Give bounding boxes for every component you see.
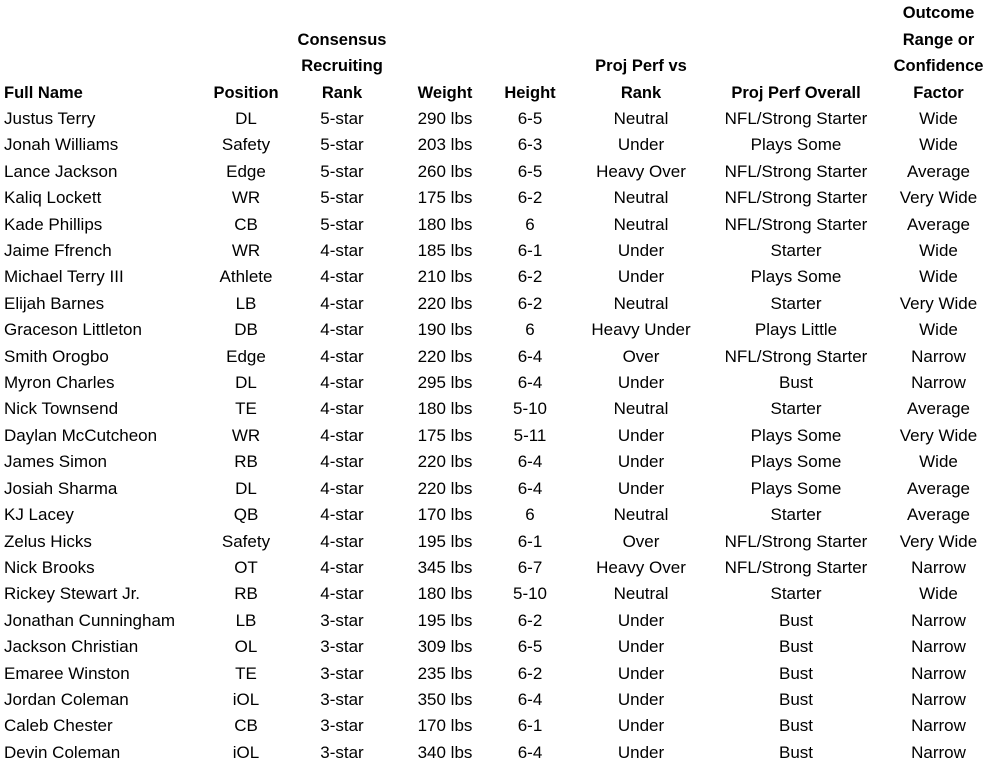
cell-proj-perf-vs-rank: Neutral bbox=[613, 505, 669, 525]
table-row bbox=[0, 713, 1000, 739]
cell-proj-perf-overall: Bust bbox=[778, 610, 814, 630]
header-weight: Weight bbox=[417, 83, 473, 102]
cell-height: 6-4 bbox=[517, 452, 543, 472]
cell-outcome-range: Wide bbox=[919, 267, 958, 287]
cell-weight: 295 lbs bbox=[417, 373, 473, 393]
cell-proj-perf-overall: Starter bbox=[770, 399, 822, 419]
cell-full-name: KJ Lacey bbox=[4, 505, 74, 525]
cell-proj-perf-vs-rank: Under bbox=[617, 663, 665, 683]
cell-rank: 3-star bbox=[320, 716, 364, 736]
cell-proj-perf-overall: Plays Some bbox=[750, 267, 842, 287]
cell-full-name: Rickey Stewart Jr. bbox=[4, 584, 141, 604]
table-row bbox=[0, 687, 1000, 713]
table-row bbox=[0, 132, 1000, 158]
cell-outcome-range: Very Wide bbox=[899, 425, 978, 445]
cell-position: RB bbox=[234, 584, 258, 604]
cell-proj-perf-overall: NFL/Strong Starter bbox=[724, 109, 868, 128]
cell-proj-perf-overall: Plays Some bbox=[750, 452, 842, 472]
cell-full-name: Elijah Barnes bbox=[4, 293, 105, 313]
cell-outcome-range: Average bbox=[906, 161, 970, 181]
cell-position: Edge bbox=[226, 346, 266, 366]
cell-full-name: Graceson Littleton bbox=[4, 320, 142, 340]
cell-proj-perf-vs-rank: Neutral bbox=[613, 584, 669, 604]
header-outcome-range: Outcome Range or Confidence Factor bbox=[893, 4, 984, 102]
cell-full-name: Nick Brooks bbox=[4, 557, 95, 577]
cell-position: Safety bbox=[221, 531, 271, 551]
cell-weight: 350 lbs bbox=[417, 689, 473, 709]
cell-full-name: Kaliq Lockett bbox=[4, 188, 102, 208]
cell-proj-perf-vs-rank: Under bbox=[617, 716, 665, 736]
cell-rank: 4-star bbox=[320, 557, 364, 577]
cell-outcome-range: Wide bbox=[919, 109, 958, 128]
cell-weight: 345 lbs bbox=[417, 557, 473, 577]
cell-weight: 170 lbs bbox=[417, 716, 473, 736]
table-row bbox=[0, 740, 1000, 766]
cell-proj-perf-overall: NFL/Strong Starter bbox=[724, 557, 868, 577]
cell-proj-perf-vs-rank: Heavy Over bbox=[596, 161, 686, 181]
cell-weight: 180 lbs bbox=[417, 214, 473, 234]
cell-rank: 3-star bbox=[320, 663, 364, 683]
header-row bbox=[0, 0, 1000, 106]
cell-outcome-range: Narrow bbox=[911, 557, 966, 577]
cell-full-name: Lance Jackson bbox=[4, 161, 118, 181]
cell-full-name: Justus Terry bbox=[4, 109, 96, 128]
cell-outcome-range: Very Wide bbox=[899, 531, 978, 551]
cell-proj-perf-vs-rank: Under bbox=[617, 425, 665, 445]
cell-full-name: Myron Charles bbox=[4, 373, 115, 393]
cell-height: 6-5 bbox=[517, 161, 543, 181]
cell-weight: 180 lbs bbox=[417, 584, 473, 604]
cell-weight: 190 lbs bbox=[417, 320, 473, 340]
cell-outcome-range: Average bbox=[906, 214, 970, 234]
header-proj-perf-overall: Proj Perf Overall bbox=[731, 83, 861, 102]
cell-outcome-range: Narrow bbox=[911, 373, 966, 393]
cell-height: 6-2 bbox=[517, 188, 543, 208]
cell-position: WR bbox=[231, 188, 261, 208]
cell-height: 6-2 bbox=[517, 293, 543, 313]
cell-position: DB bbox=[234, 320, 258, 340]
cell-weight: 220 lbs bbox=[417, 478, 473, 498]
table-row bbox=[0, 212, 1000, 238]
cell-proj-perf-vs-rank: Under bbox=[617, 689, 665, 709]
cell-height: 6 bbox=[525, 320, 535, 340]
cell-rank: 4-star bbox=[320, 241, 364, 261]
cell-rank: 4-star bbox=[320, 267, 364, 287]
cell-full-name: Jaime Ffrench bbox=[4, 241, 112, 261]
cell-proj-perf-vs-rank: Under bbox=[617, 241, 665, 261]
header-consensus-rank: Consensus Recruiting Rank bbox=[297, 30, 387, 102]
cell-height: 6-7 bbox=[517, 557, 543, 577]
cell-full-name: Jonah Williams bbox=[4, 135, 119, 155]
cell-outcome-range: Narrow bbox=[911, 663, 966, 683]
table-row bbox=[0, 344, 1000, 370]
cell-height: 6-4 bbox=[517, 373, 543, 393]
table-row bbox=[0, 370, 1000, 396]
cell-rank: 5-star bbox=[320, 214, 364, 234]
cell-height: 6-1 bbox=[517, 716, 543, 736]
cell-position: LB bbox=[235, 610, 257, 630]
header-full-name: Full Name bbox=[4, 83, 83, 102]
cell-rank: 4-star bbox=[320, 505, 364, 525]
cell-height: 5-11 bbox=[513, 425, 547, 445]
cell-full-name: Josiah Sharma bbox=[4, 478, 118, 498]
cell-proj-perf-vs-rank: Under bbox=[617, 742, 665, 762]
cell-height: 6-4 bbox=[517, 689, 543, 709]
cell-proj-perf-overall: Starter bbox=[770, 584, 822, 604]
cell-proj-perf-overall: Plays Some bbox=[750, 135, 842, 155]
cell-outcome-range: Narrow bbox=[911, 637, 966, 657]
cell-proj-perf-overall: NFL/Strong Starter bbox=[724, 531, 868, 551]
cell-weight: 170 lbs bbox=[417, 505, 473, 525]
cell-rank: 4-star bbox=[320, 293, 364, 313]
cell-outcome-range: Average bbox=[906, 478, 970, 498]
cell-height: 6 bbox=[525, 214, 535, 234]
cell-proj-perf-overall: Bust bbox=[778, 716, 814, 736]
cell-rank: 4-star bbox=[320, 399, 364, 419]
cell-outcome-range: Very Wide bbox=[899, 293, 978, 313]
cell-position: Edge bbox=[226, 161, 266, 181]
cell-position: OT bbox=[234, 557, 258, 577]
cell-position: DL bbox=[235, 373, 257, 393]
cell-height: 6-3 bbox=[517, 135, 543, 155]
cell-position: OL bbox=[234, 637, 258, 657]
table-row bbox=[0, 423, 1000, 449]
cell-position: Safety bbox=[221, 135, 271, 155]
cell-full-name: Smith Orogbo bbox=[4, 346, 109, 366]
cell-weight: 290 lbs bbox=[417, 109, 473, 128]
cell-full-name: Kade Phillips bbox=[4, 214, 103, 234]
cell-proj-perf-overall: Starter bbox=[770, 241, 822, 261]
cell-outcome-range: Narrow bbox=[911, 610, 966, 630]
cell-weight: 180 lbs bbox=[417, 399, 473, 419]
cell-weight: 195 lbs bbox=[417, 610, 473, 630]
cell-height: 6-2 bbox=[517, 267, 543, 287]
table-row bbox=[0, 106, 1000, 132]
cell-weight: 175 lbs bbox=[417, 188, 473, 208]
cell-rank: 4-star bbox=[320, 425, 364, 445]
table-row bbox=[0, 502, 1000, 528]
cell-proj-perf-overall: Plays Some bbox=[750, 478, 842, 498]
cell-height: 6-1 bbox=[517, 241, 543, 261]
table-row bbox=[0, 529, 1000, 555]
cell-proj-perf-vs-rank: Neutral bbox=[613, 399, 669, 419]
cell-proj-perf-overall: Bust bbox=[778, 663, 814, 683]
cell-full-name: Jordan Coleman bbox=[4, 689, 129, 709]
cell-rank: 5-star bbox=[320, 161, 364, 181]
cell-proj-perf-vs-rank: Neutral bbox=[613, 188, 669, 208]
cell-proj-perf-overall: Starter bbox=[770, 505, 822, 525]
cell-weight: 309 lbs bbox=[417, 637, 473, 657]
cell-proj-perf-vs-rank: Heavy Under bbox=[591, 320, 691, 340]
cell-outcome-range: Wide bbox=[919, 241, 958, 261]
cell-proj-perf-overall: Bust bbox=[778, 637, 814, 657]
table-row bbox=[0, 185, 1000, 211]
table-body bbox=[0, 106, 1000, 766]
cell-proj-perf-overall: Bust bbox=[778, 689, 814, 709]
cell-proj-perf-overall: Bust bbox=[778, 742, 814, 762]
cell-proj-perf-overall: Starter bbox=[770, 293, 822, 313]
table-row bbox=[0, 264, 1000, 290]
table-row bbox=[0, 634, 1000, 660]
header-height: Height bbox=[504, 83, 556, 102]
cell-full-name: Jackson Christian bbox=[4, 637, 139, 657]
cell-outcome-range: Narrow bbox=[911, 716, 966, 736]
cell-full-name: Caleb Chester bbox=[4, 716, 113, 736]
cell-weight: 203 lbs bbox=[417, 135, 473, 155]
cell-proj-perf-overall: NFL/Strong Starter bbox=[724, 161, 868, 181]
table-row bbox=[0, 476, 1000, 502]
cell-outcome-range: Wide bbox=[919, 584, 958, 604]
cell-weight: 175 lbs bbox=[417, 425, 473, 445]
table-row bbox=[0, 159, 1000, 185]
cell-height: 5-10 bbox=[512, 399, 548, 419]
cell-position: WR bbox=[231, 425, 261, 445]
cell-rank: 3-star bbox=[320, 637, 364, 657]
cell-proj-perf-vs-rank: Under bbox=[617, 452, 665, 472]
cell-proj-perf-overall: NFL/Strong Starter bbox=[724, 214, 868, 234]
cell-proj-perf-overall: Plays Some bbox=[750, 425, 842, 445]
cell-weight: 260 lbs bbox=[417, 161, 473, 181]
cell-position: RB bbox=[234, 452, 258, 472]
cell-outcome-range: Wide bbox=[919, 320, 958, 340]
cell-proj-perf-vs-rank: Over bbox=[622, 531, 660, 551]
cell-position: DL bbox=[235, 109, 257, 128]
cell-proj-perf-vs-rank: Over bbox=[622, 346, 660, 366]
cell-rank: 5-star bbox=[320, 109, 364, 128]
cell-weight: 210 lbs bbox=[417, 267, 473, 287]
cell-height: 6-4 bbox=[517, 742, 543, 762]
cell-full-name: Daylan McCutcheon bbox=[4, 425, 158, 445]
cell-proj-perf-vs-rank: Under bbox=[617, 373, 665, 393]
cell-full-name: James Simon bbox=[4, 452, 107, 472]
cell-position: Athlete bbox=[219, 267, 273, 287]
cell-rank: 3-star bbox=[320, 610, 364, 630]
cell-outcome-range: Average bbox=[906, 399, 970, 419]
cell-height: 6-2 bbox=[517, 610, 543, 630]
cell-position: TE bbox=[235, 663, 257, 683]
cell-outcome-range: Wide bbox=[919, 452, 958, 472]
cell-rank: 4-star bbox=[320, 373, 364, 393]
cell-weight: 220 lbs bbox=[417, 452, 473, 472]
cell-proj-perf-overall: NFL/Strong Starter bbox=[724, 346, 868, 366]
table-row bbox=[0, 238, 1000, 264]
cell-outcome-range: Narrow bbox=[911, 346, 966, 366]
cell-outcome-range: Narrow bbox=[911, 689, 966, 709]
cell-proj-perf-vs-rank: Neutral bbox=[613, 214, 669, 234]
cell-rank: 5-star bbox=[320, 188, 364, 208]
header-proj-perf-vs-rank: Proj Perf vs Rank bbox=[595, 57, 687, 102]
cell-proj-perf-vs-rank: Neutral bbox=[613, 293, 669, 313]
table-row bbox=[0, 608, 1000, 634]
cell-rank: 3-star bbox=[320, 742, 364, 762]
table-row bbox=[0, 449, 1000, 475]
cell-outcome-range: Narrow bbox=[911, 742, 966, 762]
cell-position: QB bbox=[233, 505, 259, 525]
cell-weight: 185 lbs bbox=[417, 241, 473, 261]
cell-full-name: Nick Townsend bbox=[4, 399, 119, 419]
cell-proj-perf-overall: Bust bbox=[778, 373, 814, 393]
cell-position: iOL bbox=[232, 689, 260, 709]
cell-proj-perf-overall: NFL/Strong Starter bbox=[724, 188, 868, 208]
cell-outcome-range: Wide bbox=[919, 135, 958, 155]
cell-rank: 4-star bbox=[320, 346, 364, 366]
cell-rank: 4-star bbox=[320, 320, 364, 340]
cell-height: 6-4 bbox=[517, 346, 543, 366]
header-position: Position bbox=[213, 83, 279, 102]
table-row bbox=[0, 291, 1000, 317]
table-row bbox=[0, 396, 1000, 422]
cell-rank: 3-star bbox=[320, 689, 364, 709]
cell-height: 6 bbox=[525, 505, 535, 525]
cell-full-name: Zelus Hicks bbox=[4, 531, 92, 551]
cell-rank: 4-star bbox=[320, 478, 364, 498]
table-header bbox=[0, 0, 1000, 106]
cell-position: CB bbox=[234, 214, 258, 234]
cell-height: 6-5 bbox=[517, 637, 543, 657]
cell-proj-perf-vs-rank: Under bbox=[617, 610, 665, 630]
table-row bbox=[0, 317, 1000, 343]
cell-full-name: Emaree Winston bbox=[4, 663, 130, 683]
table-row bbox=[0, 581, 1000, 607]
cell-proj-perf-vs-rank: Neutral bbox=[613, 109, 669, 128]
cell-position: WR bbox=[231, 241, 261, 261]
cell-height: 6-2 bbox=[517, 663, 543, 683]
table-row bbox=[0, 661, 1000, 687]
cell-proj-perf-vs-rank: Under bbox=[617, 267, 665, 287]
cell-proj-perf-vs-rank: Heavy Over bbox=[596, 557, 686, 577]
cell-height: 6-4 bbox=[517, 478, 543, 498]
cell-rank: 4-star bbox=[320, 452, 364, 472]
table-row bbox=[0, 555, 1000, 581]
cell-position: iOL bbox=[232, 742, 260, 762]
cell-rank: 5-star bbox=[320, 135, 364, 155]
cell-weight: 220 lbs bbox=[417, 293, 473, 313]
cell-outcome-range: Very Wide bbox=[899, 188, 978, 208]
cell-position: LB bbox=[235, 293, 257, 313]
cell-position: DL bbox=[235, 478, 257, 498]
cell-weight: 195 lbs bbox=[417, 531, 473, 551]
cell-outcome-range: Average bbox=[906, 505, 970, 525]
cell-proj-perf-vs-rank: Under bbox=[617, 135, 665, 155]
cell-height: 5-10 bbox=[512, 584, 548, 604]
cell-position: TE bbox=[235, 399, 257, 419]
cell-weight: 235 lbs bbox=[417, 663, 473, 683]
cell-full-name: Jonathan Cunningham bbox=[4, 610, 176, 630]
cell-position: CB bbox=[234, 716, 258, 736]
cell-weight: 340 lbs bbox=[417, 742, 473, 762]
cell-rank: 4-star bbox=[320, 584, 364, 604]
cell-proj-perf-vs-rank: Under bbox=[617, 478, 665, 498]
cell-proj-perf-overall: Plays Little bbox=[754, 320, 838, 340]
cell-height: 6-5 bbox=[517, 109, 543, 128]
cell-proj-perf-vs-rank: Under bbox=[617, 637, 665, 657]
cell-height: 6-1 bbox=[517, 531, 543, 551]
cell-rank: 4-star bbox=[320, 531, 364, 551]
cell-full-name: Devin Coleman bbox=[4, 742, 121, 762]
cell-full-name: Michael Terry III bbox=[4, 267, 124, 287]
cell-weight: 220 lbs bbox=[417, 346, 473, 366]
